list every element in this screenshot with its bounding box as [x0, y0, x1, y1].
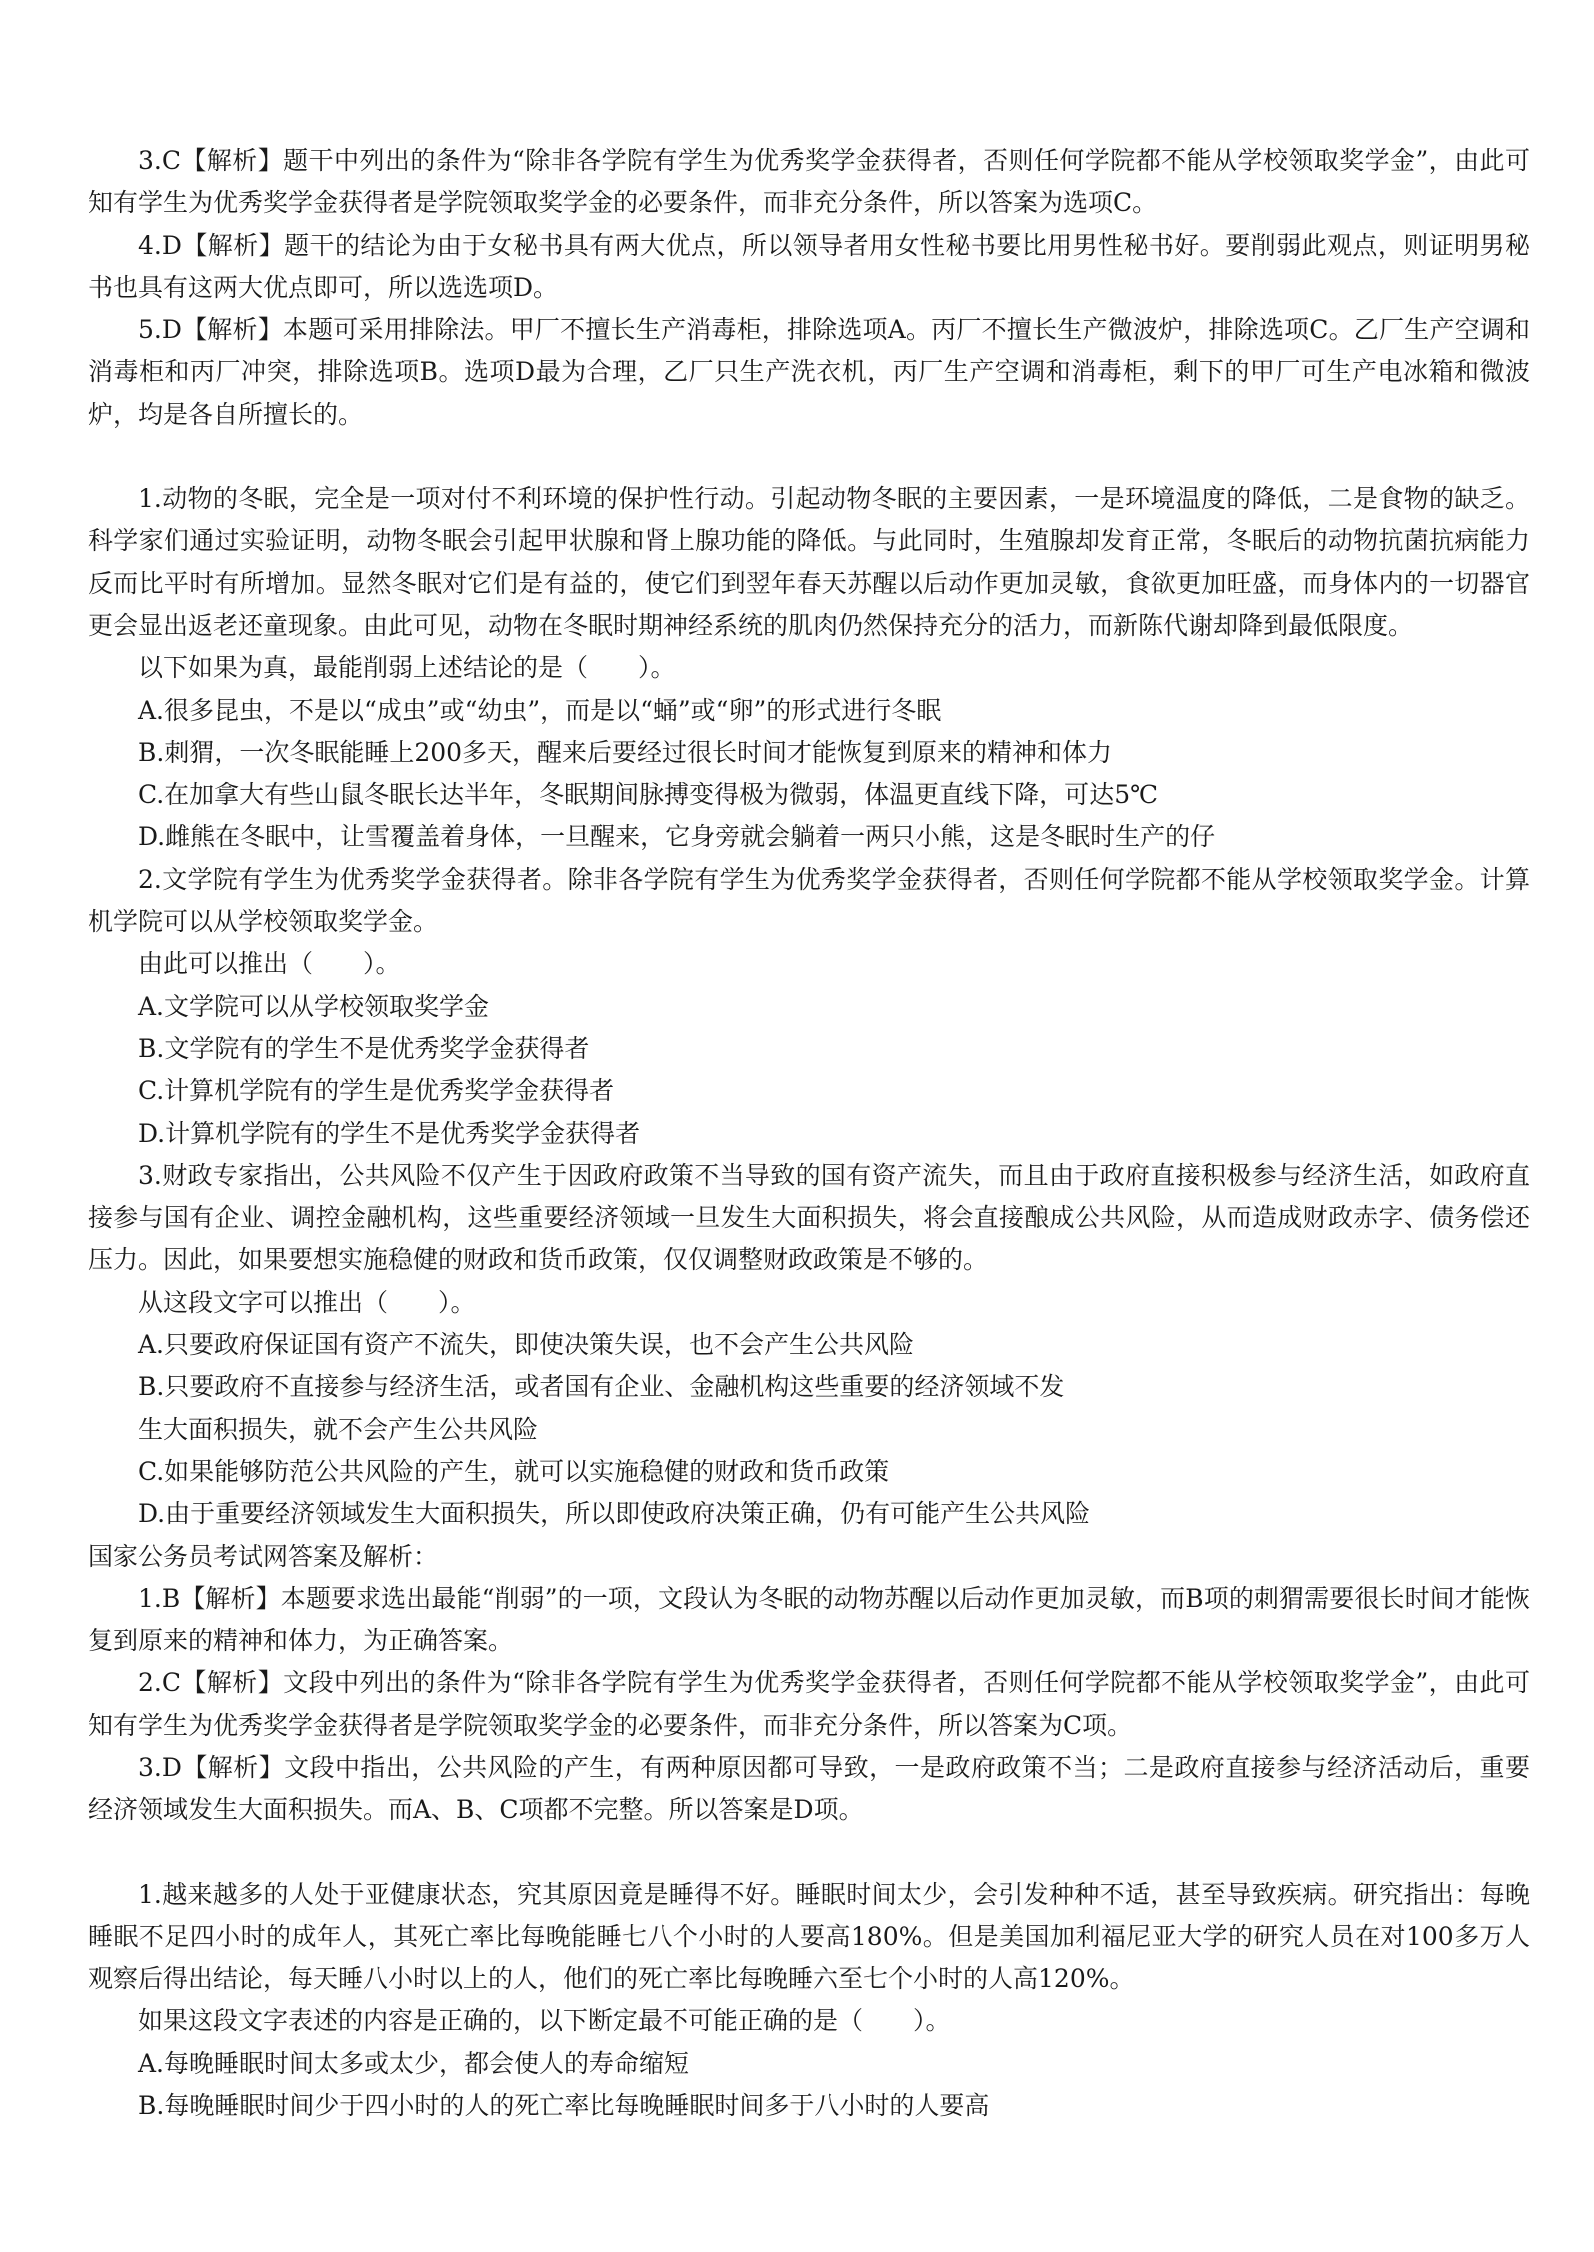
answer-2-explanation: 2.C【解析】文段中列出的条件为“除非各学院有学生为优秀奖学金获得者，否则任何学院都不能从学校领取奖学金”，由此可知有学生为优秀奖学金获得者是学院领取奖学金的必要条件，而非充分条件，所以答案为C项。	[88, 1668, 1530, 1740]
answer-1-explanation: 1.B【解析】本题要求选出最能“削弱”的一项，文段认为冬眠的动物苏醒以后动作更加灵敏，而B项的刺猬需要很长时间才能恢复到原来的精神和体力，为正确答案。	[88, 1583, 1530, 1656]
question-3-option-c: C.如果能够防范公共风险的产生，就可以实施稳健的财政和货币政策	[138, 1456, 890, 1486]
question-2-stem: 2.文学院有学生为优秀奖学金获得者。除非各学院有学生为优秀奖学金获得者，否则任何学院都不能从学校领取奖学金。计算机学院可以从学校领取奖学金。	[88, 864, 1530, 937]
document-body	[88, 140, 1530, 2127]
question-2-option-d: D.计算机学院有的学生不是优秀奖学金获得者	[138, 1118, 641, 1148]
question-2-option-b: B.文学院有的学生不是优秀奖学金获得者	[138, 1033, 590, 1063]
question-3-option-d: D.由于重要经济领域发生大面积损失，所以即使政府决策正确，仍有可能产生公共风险	[138, 1499, 1091, 1529]
section-gap	[88, 436, 1530, 478]
answer-4-explanation: 4.D【解析】题干的结论为由于女秘书具有两大优点，所以领导者用女性秘书要比用男性秘书好。要削弱此观点，则证明男秘书也具有这两大优点即可，所以选选项D。	[88, 230, 1530, 302]
question-1-option-d: D.雌熊在冬眠中，让雪覆盖着身体，一旦醒来，它身旁就会躺着一两只小熊，这是冬眠时生产的仔	[138, 822, 1216, 852]
answers-heading: 国家公务员考试网答案及解析：	[88, 1541, 439, 1571]
answer-3-explanation: 3.D【解析】文段中指出，公共风险的产生，有两种原因都可导致，一是政府政策不当；二是政府直接参与经济活动后，重要经济领域发生大面积损失。而A、B、C项都不完整。所以答案是D项。	[88, 1752, 1530, 1825]
question-1-option-a: A.每晚睡眠时间太多或太少，都会使人的寿命缩短	[138, 2048, 690, 2078]
question-2-prompt: 由此可以推出（ ）。	[138, 949, 401, 979]
question-2-option-a: A.文学院可以从学校领取奖学金	[138, 991, 490, 1021]
question-1-stem: 1.越来越多的人处于亚健康状态，究其原因竟是睡得不好。睡眠时间太少，会引发种种不适，甚至导致疾病。研究指出：每晚睡眠不足四小时的成年人，其死亡率比每晚能睡七八个小时的人要高180%。但是美国加利福尼亚大学的研究人员在对100多万人观察后得出结论，每天睡八小时以上的人，他们的死亡率比每晚睡六至七个小时的人高120%。	[88, 1879, 1530, 1994]
question-3-stem: 3.财政专家指出，公共风险不仅产生于因政府政策不当导致的国有资产流失，而且由于政府直接积极参与经济生活，如政府直接参与国有企业、调控金融机构，这些重要经济领域一旦发生大面积损失，将会直接酿成公共风险，从而造成财政赤字、债务偿还压力。因此，如果要想实施稳健的财政和货币政策，仅仅调整财政政策是不够的。	[88, 1160, 1530, 1275]
question-1-prompt: 如果这段文字表述的内容是正确的，以下断定最不可能正确的是（ ）。	[138, 2006, 951, 2036]
question-2-option-c: C.计算机学院有的学生是优秀奖学金获得者	[138, 1076, 615, 1106]
question-1-option-b: B.每晚睡眠时间少于四小时的人的死亡率比每晚睡眠时间多于八小时的人要高	[138, 2091, 990, 2121]
answer-5-explanation: 5.D【解析】本题可采用排除法。甲厂不擅长生产消毒柜，排除选项A。丙厂不擅长生产微波炉，排除选项C。乙厂生产空调和消毒柜和丙厂冲突，排除选项B。选项D最为合理，乙厂只生产洗衣机，丙厂生产空调和消毒柜，剩下的甲厂可生产电冰箱和微波炉，均是各自所擅长的。	[88, 315, 1530, 429]
section-gap	[88, 1832, 1530, 1874]
question-1-stem: 1.动物的冬眠，完全是一项对付不利环境的保护性行动。引起动物冬眠的主要因素，一是环境温度的降低，二是食物的缺乏。科学家们通过实验证明，动物冬眠会引起甲状腺和肾上腺功能的降低。与此同时，生殖腺却发育正常，冬眠后的动物抗菌抗病能力反而比平时有所增加。显然冬眠对它们是有益的，使它们到翌年春天苏醒以后动作更加灵敏，食欲更加旺盛，而身体内的一切器官更会显出返老还童现象。由此可见，动物在冬眠时期神经系统的肌肉仍然保持充分的活力，而新陈代谢却降到最低限度。	[88, 484, 1530, 640]
question-1-option-a: A.很多昆虫，不是以“成虫”或“幼虫”，而是以“蛹”或“卵”的形式进行冬眠	[138, 695, 942, 725]
question-1-prompt: 以下如果为真，最能削弱上述结论的是（ ）。	[138, 653, 676, 683]
question-3-option-a: A.只要政府保证国有资产不流失，即使决策失误，也不会产生公共风险	[138, 1330, 915, 1360]
question-3-option-b-continued: 生大面积损失，就不会产生公共风险	[138, 1414, 539, 1444]
question-1-option-c: C.在加拿大有些山鼠冬眠长达半年，冬眠期间脉搏变得极为微弱，体温更直线下降，可达5℃	[138, 780, 1159, 810]
question-1-option-b: B.刺猬，一次冬眠能睡上200多天，醒来后要经过很长时间才能恢复到原来的精神和体力	[138, 737, 1113, 767]
question-3-prompt: 从这段文字可以推出（ ）。	[138, 1287, 476, 1317]
answer-3-explanation: 3.C【解析】题干中列出的条件为“除非各学院有学生为优秀奖学金获得者，否则任何学院都不能从学校领取奖学金”，由此可知有学生为优秀奖学金获得者是学院领取奖学金的必要条件，而非充分条件，所以答案为选项C。	[88, 146, 1530, 218]
question-3-option-b: B.只要政府不直接参与经济生活，或者国有企业、金融机构这些重要的经济领域不发	[138, 1372, 1065, 1402]
